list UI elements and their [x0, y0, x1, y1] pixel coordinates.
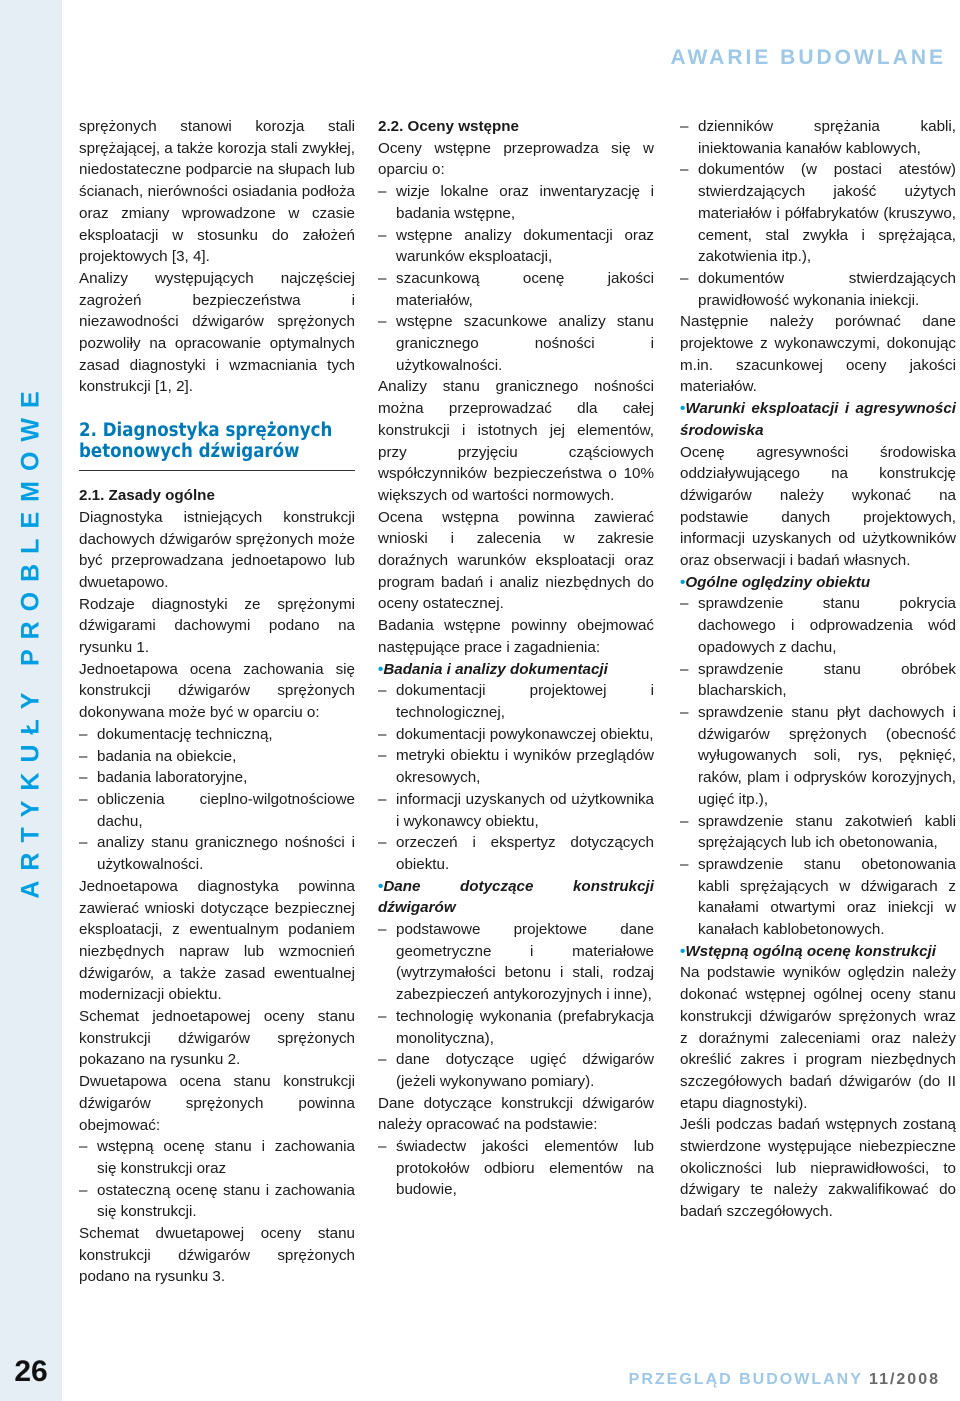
- list-item: – dokumentacji powykonawczej obiektu,: [378, 724, 654, 746]
- list-item: – dokumentację techniczną,: [79, 724, 355, 746]
- paragraph: sprężonych stanowi korozja stali sprężającej, a także korozja stali zwykłej, niedostateczne podparcie na słupach lub ścianach, nierówności osiadania podłoża oraz zmiany wprowadzone w czasie eksploatacji w stosunku do założeń projektowych [3, 4].: [79, 118, 356, 266]
- list-item: – badania laboratoryjne,: [79, 767, 355, 789]
- paragraph: Badania wstępne powinny obejmować następujące prace i zagadnienia:: [378, 617, 654, 656]
- list-item: – dzienników sprężania kabli, iniektowania kanałów kablowych,: [680, 116, 956, 159]
- paragraph: Rodzaje diagnostyki ze sprężonymi dźwigarami dachowymi podano na rysunku 1.: [79, 595, 355, 657]
- paragraph: Ocenę agresywności środowiska oddziaływującego na konstrukcję dźwigarów należy wykonać na podstawie danych projektowych, informacji uzyskanych od użytkowników oraz obserwacji i badań własnych.: [680, 443, 956, 570]
- text-column-1: [79, 116, 355, 1288]
- paragraph: Analizy stanu granicznego nośności można przeprowadzać dla całej konstrukcji i istotnych jej elementów, przy przyjęciu cząściowych współczynników bezpieczeństwa o 10% większych od wartości normowych.: [378, 378, 654, 504]
- paragraph: Następnie należy porównać dane projektowe z wykonawczymi, dokonując m.in. szacunkowej oceny jakości materiałów.: [680, 313, 956, 396]
- list-item: – wstępną ocenę stanu i zachowania się konstrukcji oraz: [79, 1136, 355, 1179]
- subsection-heading: 2.1. Zasady ogólne: [79, 487, 215, 505]
- issue-number: 11/2008: [869, 1371, 940, 1388]
- magazine-name: PRZEGLĄD BUDOWLANY: [628, 1371, 863, 1388]
- paragraph: Oceny wstępne przeprowadza się w oparciu o:: [378, 139, 654, 179]
- list-item: – sprawdzenie stanu zakotwień kabli sprężających lub ich obetonowania,: [680, 811, 956, 854]
- list-item: – szacunkową ocenę jakości materiałów,: [378, 268, 654, 311]
- paragraph: Schemat jednoetapowej oceny stanu konstrukcji dźwigarów sprężonych pokazano na rysunku 2.: [79, 1008, 355, 1069]
- list-item: – wstępne szacunkowe analizy stanu granicznego nośności i użytkowalności.: [378, 311, 654, 376]
- paragraph: Jednoetapowa ocena zachowania się konstrukcji dźwigarów sprężonych dokonywana może być w oparciu o:: [79, 660, 355, 722]
- bullet-heading: • Badania i analizy dokumentacji: [378, 659, 654, 681]
- bullet-heading: • Wstępną ogólną ocenę konstrukcji: [680, 941, 956, 963]
- list-item: – orzeczeń i ekspertyz dotyczących obiektu.: [378, 832, 654, 875]
- list-item: – technologię wykonania (prefabrykacja monolityczna),: [378, 1006, 654, 1049]
- paragraph: Analizy występujących najczęściej zagrożeń bezpieczeństwa i niezawodności dźwigarów sprężonych pozwoliły na opracowanie optymalnych zasad diagnostyki i wzmacniania tych konstrukcji [1, 2].: [79, 269, 355, 396]
- list-item: – informacji uzyskanych od użytkownika i wykonawcy obiektu,: [378, 789, 654, 832]
- list-item: – badania na obiekcie,: [79, 746, 355, 768]
- list-item: – analizy stanu granicznego nośności i użytkowalności.: [79, 832, 355, 875]
- paragraph: Na podstawie wyników oględzin należy dokonać wstępnej ogólnej oceny stanu konstrukcji dźwigarów sprężonych wraz z doraźnymi zaleceniami oraz należy określić zakres i program niezbędnych szczegółowych badań dźwigarów (do II etapu diagnostyki).: [680, 964, 956, 1112]
- paragraph: Jednoetapowa diagnostyka powinna zawierać wnioski dotyczące bezpiecznej eksploatacji, z ewentualnym podaniem niezbędnych napraw lub wzmocnień dźwigarów, a także zasad ewentualnej modernizacji obiektu.: [79, 877, 355, 1004]
- paragraph: Ocena wstępna powinna zawierać wnioski i zalecenia w zakresie doraźnych warunków eksploatacji oraz program badań i analiz niezbędnych do oceny ostatecznej.: [378, 508, 654, 613]
- section-vertical-label: ARTYKUŁY PROBLEMOWE: [16, 381, 45, 899]
- subsection-heading: 2.2. Oceny wstępne: [378, 118, 519, 135]
- section-heading: 2. Diagnostyka sprężonych betonowych dźwigarów: [79, 420, 355, 471]
- footer-masthead: [629, 1371, 940, 1389]
- bullet-heading: • Ogólne oględziny obiektu: [680, 572, 956, 594]
- paragraph: Jeśli podczas badań wstępnych zostaną stwierdzone występujące niebezpieczne okoliczności lub nieprawidłowości, to dźwigary te należy zakwalifikować do badań szczegółowych.: [680, 1116, 956, 1221]
- list-item: – świadectw jakości elementów lub protokołów odbioru elementów na budowie,: [378, 1136, 654, 1201]
- text-column-2: [378, 116, 654, 1201]
- text-column-3: [680, 116, 956, 1223]
- list-item: – sprawdzenie stanu płyt dachowych i dźwigarów sprężonych (obecność wyługowanych soli, rys, pęknięć, raków, plam i odprysków korozyjnych, ugięć itp.),: [680, 702, 956, 811]
- page-number: 26: [14, 1355, 48, 1388]
- list-item: – wizje lokalne oraz inwentaryzację i badania wstępne,: [378, 181, 654, 224]
- sidebar-strip: [0, 0, 62, 1401]
- paragraph: Dane dotyczące konstrukcji dźwigarów należy opracować na podstawie:: [378, 1094, 654, 1134]
- paragraph: Schemat dwuetapowej oceny stanu konstrukcji dźwigarów sprężonych podano na rysunku 3.: [79, 1225, 355, 1286]
- list-item: – dokumentacji projektowej i technologicznej,: [378, 680, 654, 723]
- list-item: – podstawowe projektowe dane geometryczne i materiałowe (wytrzymałości betonu i stali, rodzaj zabezpieczeń antykorozyjnych i inne),: [378, 919, 654, 1006]
- list-item: – ostateczną ocenę stanu i zachowania się konstrukcji.: [79, 1180, 355, 1223]
- list-item: – dane dotyczące ugięć dźwigarów (jeżeli wykonywano pomiary).: [378, 1049, 654, 1092]
- list-item: – dokumentów stwierdzających prawidłowość wykonania iniekcji.: [680, 268, 956, 311]
- list-item: – sprawdzenie stanu obróbek blacharskich,: [680, 659, 956, 702]
- list-item: – obliczenia cieplno-wilgotnościowe dachu,: [79, 789, 355, 832]
- list-item: – dokumentów (w postaci atestów) stwierdzających jakość użytych materiałów i półfabrykatów (kruszywo, cement, stal zwykła i sprężająca, zakotwienia itp.),: [680, 159, 956, 268]
- list-item: – wstępne analizy dokumentacji oraz warunków eksploatacji,: [378, 225, 654, 268]
- bullet-heading: • Warunki eksploatacji i agresywności środowiska: [680, 398, 956, 441]
- section-header: AWARIE BUDOWLANE: [670, 46, 946, 69]
- paragraph: Dwuetapowa ocena stanu konstrukcji dźwigarów sprężonych powinna obejmować:: [79, 1073, 355, 1134]
- list-item: – sprawdzenie stanu obetonowania kabli sprężających w dźwigarach z kanałami otwartymi oraz iniekcji w kanałach kablobetonowych.: [680, 854, 956, 941]
- paragraph: Diagnostyka istniejących konstrukcji dachowych dźwigarów sprężonych może być przeprowadzana jednoetapowo lub dwuetapowo.: [79, 508, 355, 591]
- bullet-heading: • Dane dotyczące konstrukcji dźwigarów: [378, 876, 654, 919]
- list-item: – sprawdzenie stanu pokrycia dachowego i odprowadzenia wód opadowych z dachu,: [680, 593, 956, 658]
- list-item: – metryki obiektu i wyników przeglądów okresowych,: [378, 745, 654, 788]
